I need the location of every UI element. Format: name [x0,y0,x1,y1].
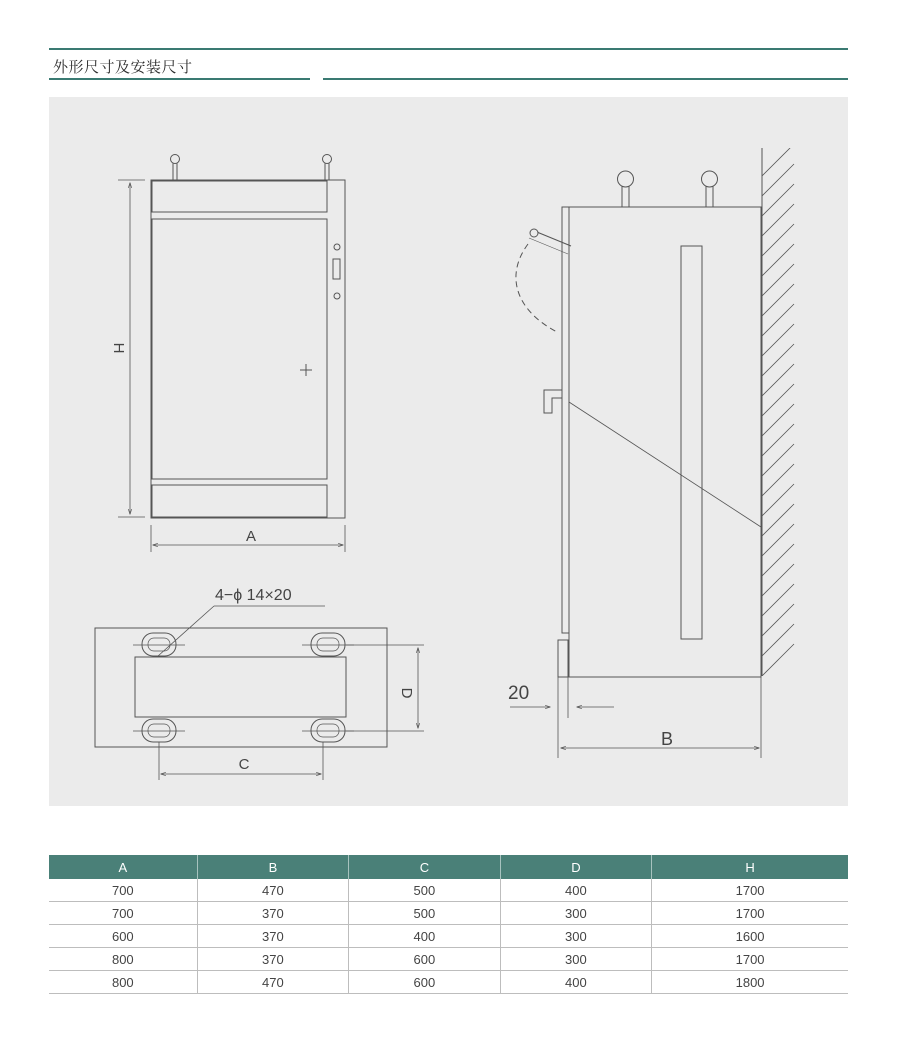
swing-arc [516,244,557,332]
table-cell: 470 [197,971,349,994]
table-row [49,925,848,948]
door-handle [333,259,340,279]
title-underline-left [49,78,310,80]
table-cell: 370 [197,902,349,925]
table-header-row [49,855,848,879]
front-view [118,155,345,553]
table-cell: 500 [349,879,501,902]
table-row [49,902,848,925]
table-cell: 1600 [652,925,848,948]
header-a: A [49,855,197,879]
front-door [152,219,327,479]
cabinet-body [151,180,345,518]
table-cell: 500 [349,902,501,925]
side-handle [544,390,562,413]
label-hole-spec: 4−ϕ 14×20 [215,587,292,604]
swing-handle [516,229,571,332]
table-cell: 800 [49,971,197,994]
side-cabinet-body [569,207,761,677]
table-cell: 300 [500,902,652,925]
header-h: H [652,855,848,879]
bottom-panel [152,485,327,517]
table-cell: 700 [49,902,197,925]
center-mark [300,364,312,376]
table-cell: 800 [49,948,197,971]
side-view [510,144,794,758]
side-diagonal [569,402,761,527]
table-cell: 600 [349,971,501,994]
dimension-drawing [49,97,848,806]
table-cell: 370 [197,948,349,971]
drawing-panel [49,97,848,806]
header-b: B [197,855,349,879]
base-outline [95,628,387,747]
indicator-bottom [334,293,340,299]
table-row [49,971,848,994]
table-cell: 700 [49,879,197,902]
table-cell: 1800 [652,971,848,994]
side-lifting-eye-right [702,171,718,207]
label-c: C [238,756,250,773]
table-row [49,948,848,971]
header-c: C [349,855,501,879]
hole-leader [158,606,214,656]
section-title: 外形尺寸及安装尺寸 [53,58,193,76]
table-cell: 1700 [652,948,848,971]
table-cell: 300 [500,925,652,948]
top-panel [152,181,327,212]
label-gap: 20 [508,683,530,704]
label-d: D [398,687,415,699]
lifting-eye-left [171,155,180,181]
table-cell: 300 [500,948,652,971]
table-cell: 600 [49,925,197,948]
lifting-eye-right [323,155,332,181]
side-door [562,207,569,633]
label-b: B [660,729,674,749]
table-cell: 1700 [652,879,848,902]
base-inner-frame [135,657,346,717]
table-cell: 600 [349,948,501,971]
table-cell: 370 [197,925,349,948]
label-h: H [110,342,127,354]
side-lifting-eye-left [618,171,634,207]
header-d: D [500,855,652,879]
table-cell: 400 [500,971,652,994]
mounting-hole-3 [142,719,176,742]
table-cell: 1700 [652,902,848,925]
table-row [49,879,848,902]
base-view [95,606,424,780]
label-a: A [245,528,257,545]
mounting-hole-4 [311,719,345,742]
top-rule [49,48,848,50]
table-cell: 400 [349,925,501,948]
table-cell: 400 [500,879,652,902]
title-underline-right [323,78,848,80]
table-cell: 470 [197,879,349,902]
dimension-table [49,855,848,994]
mounting-hole-2 [311,633,345,656]
side-rail [681,246,702,639]
wall-hatching [762,144,794,676]
indicator-top [334,244,340,250]
side-plinth [558,640,568,677]
